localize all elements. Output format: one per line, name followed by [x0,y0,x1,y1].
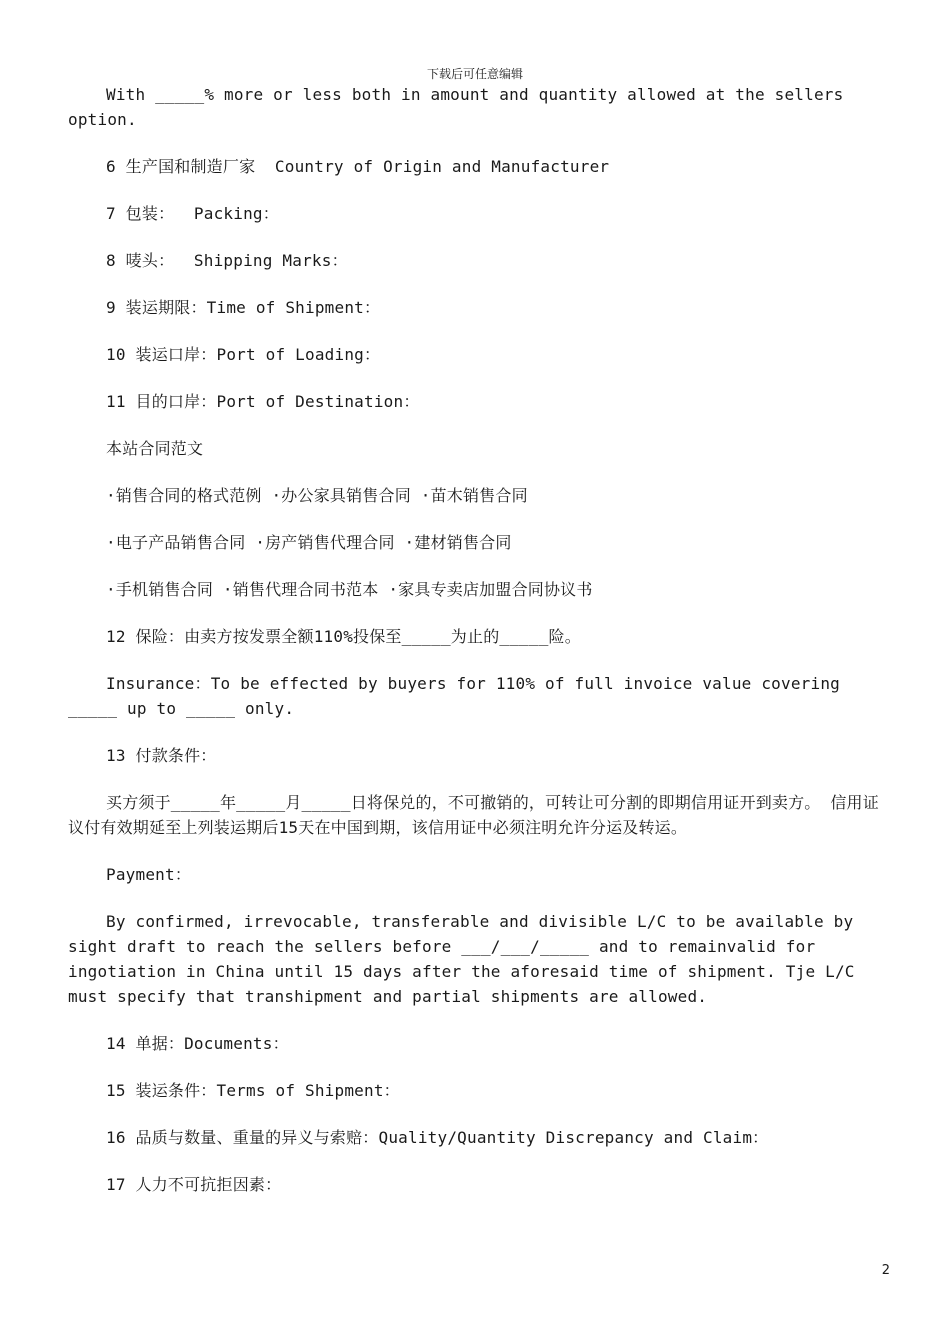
paragraph-shipping-marks: 8 唛头： Shipping Marks： [106,251,348,270]
paragraph-contract-links-3: ·手机销售合同 ·销售代理合同书范本 ·家具专卖店加盟合同协议书 [106,580,593,599]
paragraph-quality-claim: 16 品质与数量、重量的异义与索赔：Quality/Quantity Discrepancy and Claim： [106,1128,769,1147]
page-number: 2 [881,1263,890,1278]
paragraph-packing: 7 包装： Packing： [106,204,279,223]
paragraph-insurance-cn: 12 保险：由卖方按发票全额110%投保至_____为止的_____险。 [106,627,581,646]
paragraph-payment-heading-en: Payment： [106,865,192,884]
page-header: 下载后可任意编辑 [426,67,523,81]
paragraph-country-of-origin: 6 生产国和制造厂家 Country of Origin and Manufacturer [106,157,610,176]
paragraph-documents: 14 单据：Documents： [106,1034,289,1053]
paragraph-tolerance: With _____% more or less both in amount and quantity allowed at the sellers option. [68,85,854,129]
paragraph-insurance-en: Insurance：To be effected by buyers for 110% of full invoice value covering _____ up to _____ only. [68,674,850,718]
paragraph-terms-of-shipment: 15 装运条件：Terms of Shipment： [106,1081,400,1100]
paragraph-time-of-shipment: 9 装运期限：Time of Shipment： [106,298,381,317]
paragraph-force-majeure: 17 人力不可抗拒因素： [106,1175,282,1194]
paragraph-payment-cn: 买方须于_____年_____月_____日将保兑的，不可撤销的，可转让可分割的即期信用证开到卖方。 信用证议付有效期延至上列装运期后15天在中国到期，该信用证中必须注明允许分运及转运。 [68,793,879,837]
paragraph-port-of-loading: 10 装运口岸：Port of Loading： [106,345,381,364]
paragraph-site-contracts-heading: 本站合同范文 [106,439,204,458]
paragraph-payment-terms-heading: 13 付款条件： [106,746,217,765]
document-body [68,82,888,1219]
paragraph-payment-en: By confirmed, irrevocable, transferable and divisible L/C to be available by sight draft to reach the sellers before ___/___/_____ and to remainvalid for ingotiation in China until 15 days after the aforesaid time of shipment. Tje L/C must specify that transhipment and partial shipments are allowed. [68,912,865,1006]
paragraph-contract-links-2: ·电子产品销售合同 ·房产销售代理合同 ·建材销售合同 [106,533,512,552]
paragraph-port-of-destination: 11 目的口岸：Port of Destination： [106,392,420,411]
paragraph-contract-links-1: ·销售合同的格式范例 ·办公家具销售合同 ·苗木销售合同 [106,486,528,505]
